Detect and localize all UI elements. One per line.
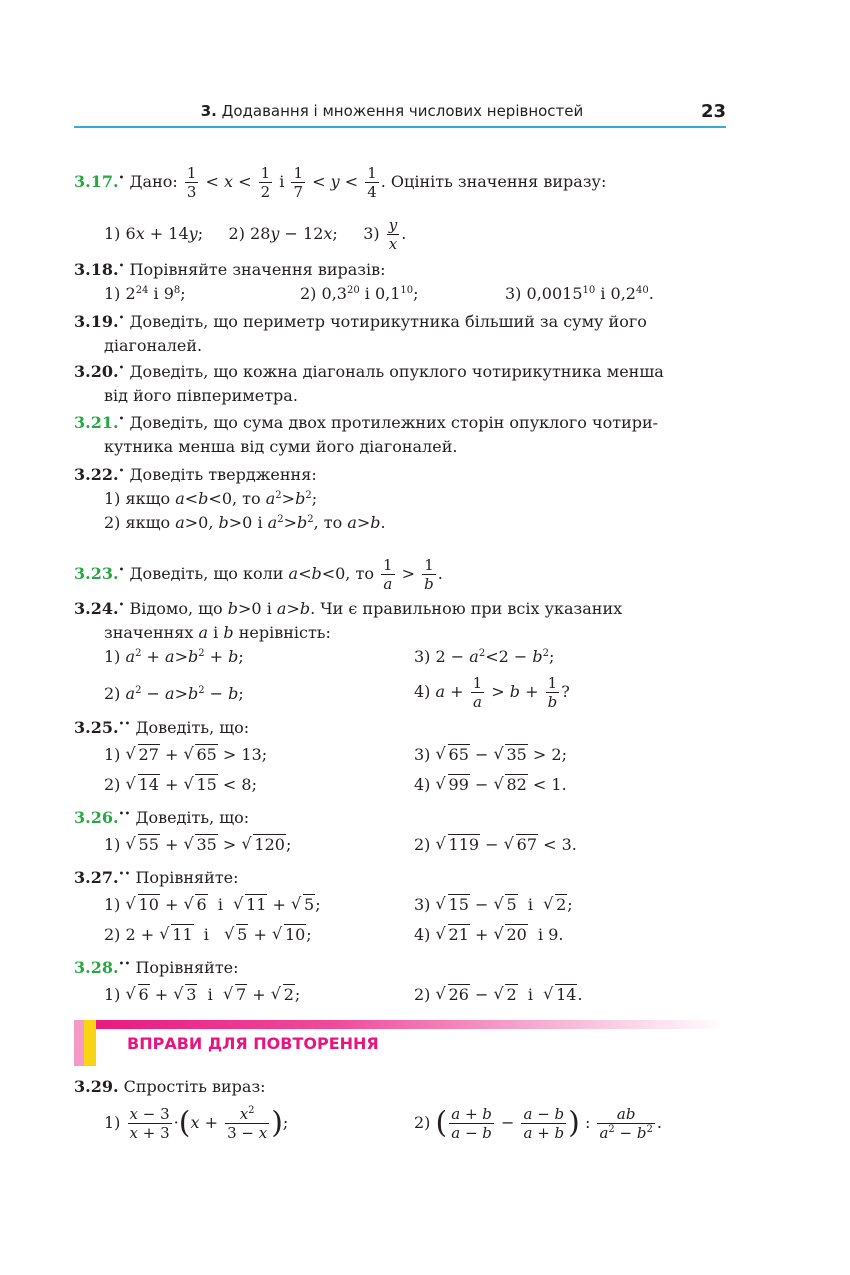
exercise-3-26: 3.26.•• Доведіть, що: — [74, 808, 250, 827]
exercise-3-20: 3.20.• Доведіть, що кожна діагональ опуклого чотирикутника менша — [74, 362, 664, 381]
exercise-3-23: 3.23.• Доведіть, що коли a<b<0, то $\frac{1}{a}$ > $\frac{1}{b}$ . — [74, 556, 443, 593]
exercise-3-26-item-1: 1) √ 55 + √ 35 > √ 120; — [104, 833, 291, 857]
exercise-3-25-item-2: 2) √ 14 + √ 15 < 8; — [104, 773, 257, 797]
exercise-3-25: 3.25.•• Доведіть, що: — [74, 718, 250, 737]
exercise-3-26-item-2: 2) √ 119 − √ 67 < 3. — [414, 833, 577, 857]
exercise-3-27-item-1: 1) √ 10 + √ 6 і √ 11 + √ 5; — [104, 893, 321, 917]
exercise-3-29: 3.29. Спростіть вираз: — [74, 1077, 266, 1096]
banner-title: ВПРАВИ ДЛЯ ПОВТОРЕННЯ — [127, 1034, 379, 1053]
exercise-3-29-item-1: 1) $\frac{x - 3}{x + 3}$ ·(x + $\frac{x^2}{3 - x}$ ); — [104, 1105, 289, 1142]
exercise-3-25-item-3: 3) √ 65 − √ 35 > 2; — [414, 743, 567, 767]
review-exercises-banner — [74, 1020, 726, 1066]
exercise-3-24-item-2: 2) $a^2 - a>b^2 - b$; — [104, 684, 244, 703]
exercise-3-25-item-4: 4) √ 99 − √ 82 < 1. — [414, 773, 567, 797]
exercise-3-18-item-3: 3) 0,0015$^{10}$ і $0,2^{40}$. — [505, 284, 654, 303]
exercise-3-27-item-4: 4) √ 21 + √ 20 і 9. — [414, 923, 563, 947]
exercise-3-24-item-3: 3) $2 - a^2<2 - b^2$; — [414, 647, 555, 666]
exercise-3-27-item-2: 2) 2 + √ 11 і √ 5 + √ 10; — [104, 923, 312, 947]
banner-stripe — [74, 1020, 726, 1029]
exercise-3-19-line2: діагоналей. — [104, 336, 203, 355]
exercise-3-17: 3.17.• Дано: $\frac{1}{3}$ < x < $\frac{1}{2}$ і $\frac{1}{7}$ < y < $\frac{1}{4}$ . Оцініть значення виразу: — [74, 164, 607, 201]
exercise-3-27: 3.27.•• Порівняйте: — [74, 868, 239, 887]
page-number: 23 — [700, 101, 726, 122]
exercise-3-19: 3.19.• Доведіть, що периметр чотирикутника більший за суму його — [74, 312, 647, 331]
exercise-3-18-item-1: 1) $2^{24}$ і $9^8$; — [104, 284, 186, 303]
page-header — [74, 96, 726, 128]
exercise-3-18-item-2: 2) $0,3^{20}$ і $0,1^{10}$; — [300, 284, 419, 303]
exercise-3-21-line2: кутника менша від суми його діагоналей. — [104, 437, 458, 456]
exercise-3-17-items: 1) 6x + 14y; 2) 28y − 12x; 3) $\frac{y}{x}$ . — [104, 216, 407, 253]
exercise-3-24-item-4: 4) a + $\frac{1}{a}$ > b + $\frac{1}{b}$ ? — [414, 674, 570, 711]
exercise-3-18: 3.18.• Порівняйте значення виразів: — [74, 260, 386, 279]
banner-tab-yellow — [84, 1020, 96, 1066]
exercise-3-22: 3.22.• Доведіть твердження: — [74, 465, 317, 484]
exercise-3-25-item-1: 1) √ 27 + √ 65 > 13; — [104, 743, 267, 767]
exercise-3-22-item-2: 2) якщо a>0, b>0 і $a^2>b^2$, то a>b. — [104, 513, 386, 532]
exercise-3-24: 3.24.• Відомо, що b>0 і a>b. Чи є правильною при всіх указаних — [74, 599, 623, 618]
exercise-3-21: 3.21.• Доведіть, що сума двох протилежних сторін опуклого чотири- — [74, 413, 659, 432]
exercise-3-22-item-1: 1) якщо a<b<0, то $a^2>b^2$; — [104, 489, 318, 508]
exercise-3-28-item-2: 2) √ 26 − √ 2 і √ 14. — [414, 983, 583, 1007]
chapter-title: 3. Додавання і множення числових нерівностей — [200, 102, 584, 120]
exercise-3-28-item-1: 1) √ 6 + √ 3 і √ 7 + √ 2; — [104, 983, 300, 1007]
exercise-3-24-line2: значеннях a і b нерівність: — [104, 623, 331, 642]
exercise-3-28: 3.28.•• Порівняйте: — [74, 958, 239, 977]
exercise-3-29-item-2: 2) ( $\frac{a + b}{a - b}$ − $\frac{a - b}{a + b}$ ) : $\frac{ab}{a^2 - b^2}$ . — [414, 1105, 662, 1142]
exercise-3-20-line2: від його півпериметра. — [104, 386, 298, 405]
exercise-3-24-item-1: 1) $a^2 + a>b^2 + b$; — [104, 647, 244, 666]
exercise-3-27-item-3: 3) √ 15 − √ 5 і √ 2; — [414, 893, 573, 917]
